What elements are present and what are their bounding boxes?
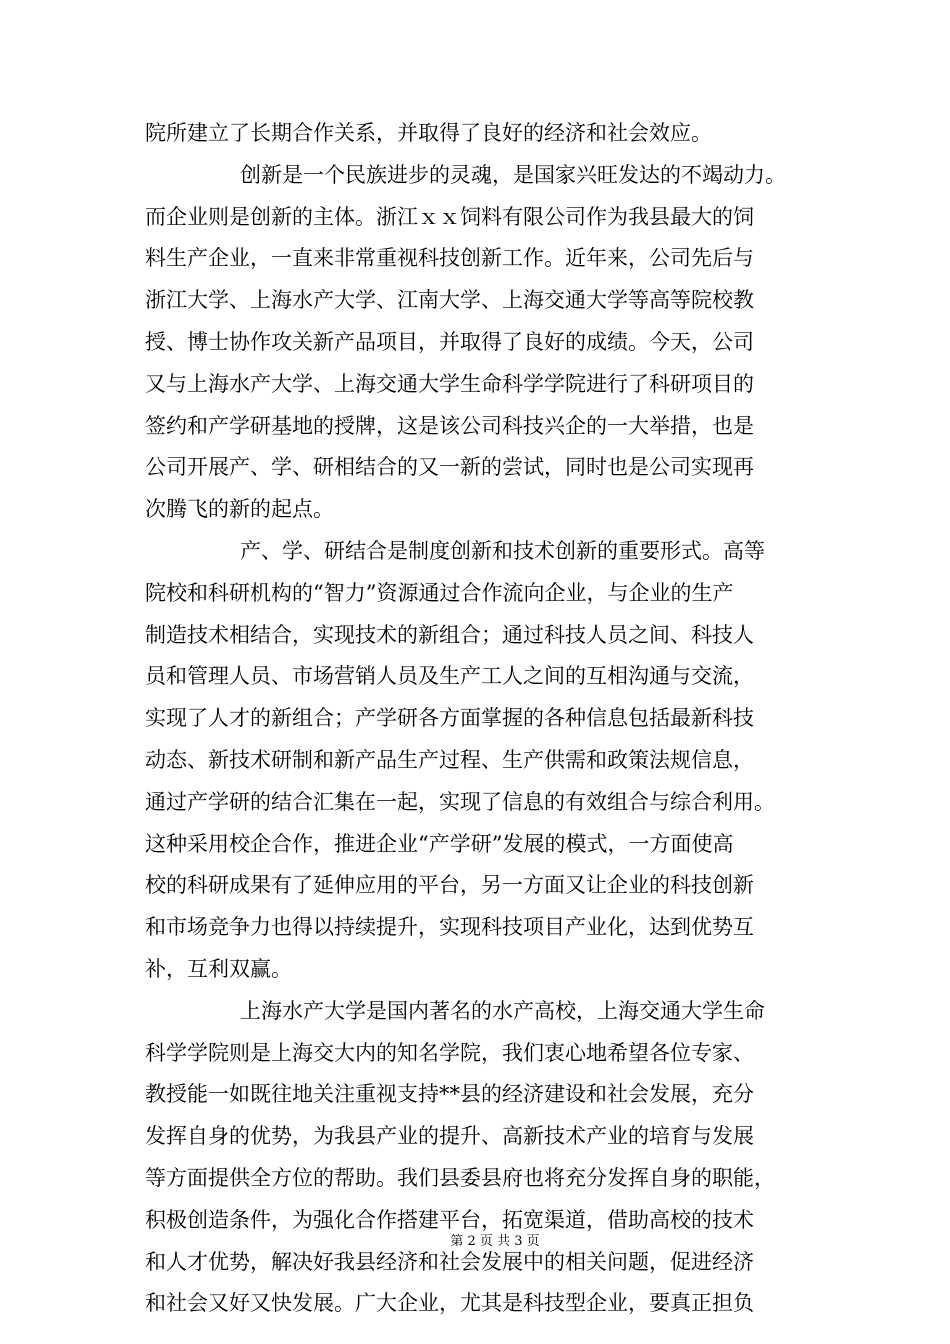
text-line: 教授能一如既往地关注重视支持**县的经济建设和社会发展，充分 xyxy=(145,1082,754,1107)
text-line: 积极创造条件，为强化合作搭建平台，拓宽渠道，借助高校的技术 xyxy=(145,1207,754,1232)
text-line: 制造技术相结合，实现技术的新组合；通过科技人员之间、科技人 xyxy=(145,622,754,647)
document-body xyxy=(145,113,835,1325)
text-line: 科学学院则是上海交大内的知名学院，我们衷心地希望各位专家、 xyxy=(145,1040,754,1065)
text-line: 和市场竞争力也得以持续提升，实现科技项目产业化，达到优势互 xyxy=(145,915,754,940)
paragraph xyxy=(145,531,835,991)
text-line: 而企业则是创新的主体。浙江ｘｘ饲料有限公司作为我县最大的饲 xyxy=(145,204,754,229)
text-line: 院所建立了长期合作关系，并取得了良好的经济和社会效应。 xyxy=(145,121,712,145)
text-line: 发挥自身的优势，为我县产业的提升、高新技术产业的培育与发展 xyxy=(145,1124,754,1149)
text-line: 校的科研成果有了延伸应用的平台，另一方面又让企业的科技创新 xyxy=(145,873,754,898)
text-line: 这种采用校企合作，推进企业“产学研”发展的模式，一方面使高 xyxy=(145,831,734,856)
text-line: 和人才优势，解决好我县经济和社会发展中的相关问题，促进经济 xyxy=(145,1249,754,1274)
text-line: 通过产学研的结合汇集在一起，实现了信息的有效组合与综合利用。 xyxy=(145,789,775,814)
text-line: 浙江大学、上海水产大学、江南大学、上海交通大学等高等院校教 xyxy=(145,288,754,313)
text-line: 实现了人才的新组合；产学研各方面掌握的各种信息包括最新科技 xyxy=(145,706,754,731)
text-line: 动态、新技术研制和新产品生产过程、生产供需和政策法规信息， xyxy=(145,747,754,772)
text-line: 授、博士协作攻关新产品项目，并取得了良好的成绩。今天，公司 xyxy=(145,329,754,354)
text-line: 等方面提供全方位的帮助。我们县委县府也将充分发挥自身的职能， xyxy=(145,1165,775,1190)
text-line: 和社会又好又快发展。广大企业，尤其是科技型企业，要真正担负 xyxy=(145,1291,754,1316)
text-line: 签约和产学研基地的授牌，这是该公司科技兴企的一大举措，也是 xyxy=(145,413,754,438)
paragraph xyxy=(145,991,835,1325)
page-footer: 第 2 页 共 3 页 xyxy=(450,1234,540,1249)
text-line: 次腾飞的新的起点。 xyxy=(145,497,334,522)
text-line: 产、学、研结合是制度创新和技术创新的重要形式。高等 xyxy=(240,538,765,563)
text-line: 上海水产大学是国内著名的水产高校，上海交通大学生命 xyxy=(240,998,765,1023)
text-line: 补，互利双赢。 xyxy=(145,956,292,981)
text-line: 院校和科研机构的“智力”资源通过合作流向企业，与企业的生产 xyxy=(145,580,734,605)
text-line: 公司开展产、学、研相结合的又一新的尝试，同时也是公司实现再 xyxy=(145,455,754,480)
text-line: 又与上海水产大学、上海交通大学生命科学学院进行了科研项目的 xyxy=(145,371,754,396)
paragraph xyxy=(145,113,835,155)
text-line: 料生产企业，一直来非常重视科技创新工作。近年来，公司先后与 xyxy=(145,246,754,271)
text-line: 员和管理人员、市场营销人员及生产工人之间的互相沟通与交流， xyxy=(145,664,754,689)
text-line: 创新是一个民族进步的灵魂，是国家兴旺发达的不竭动力。 xyxy=(240,162,786,187)
paragraph xyxy=(145,155,835,531)
